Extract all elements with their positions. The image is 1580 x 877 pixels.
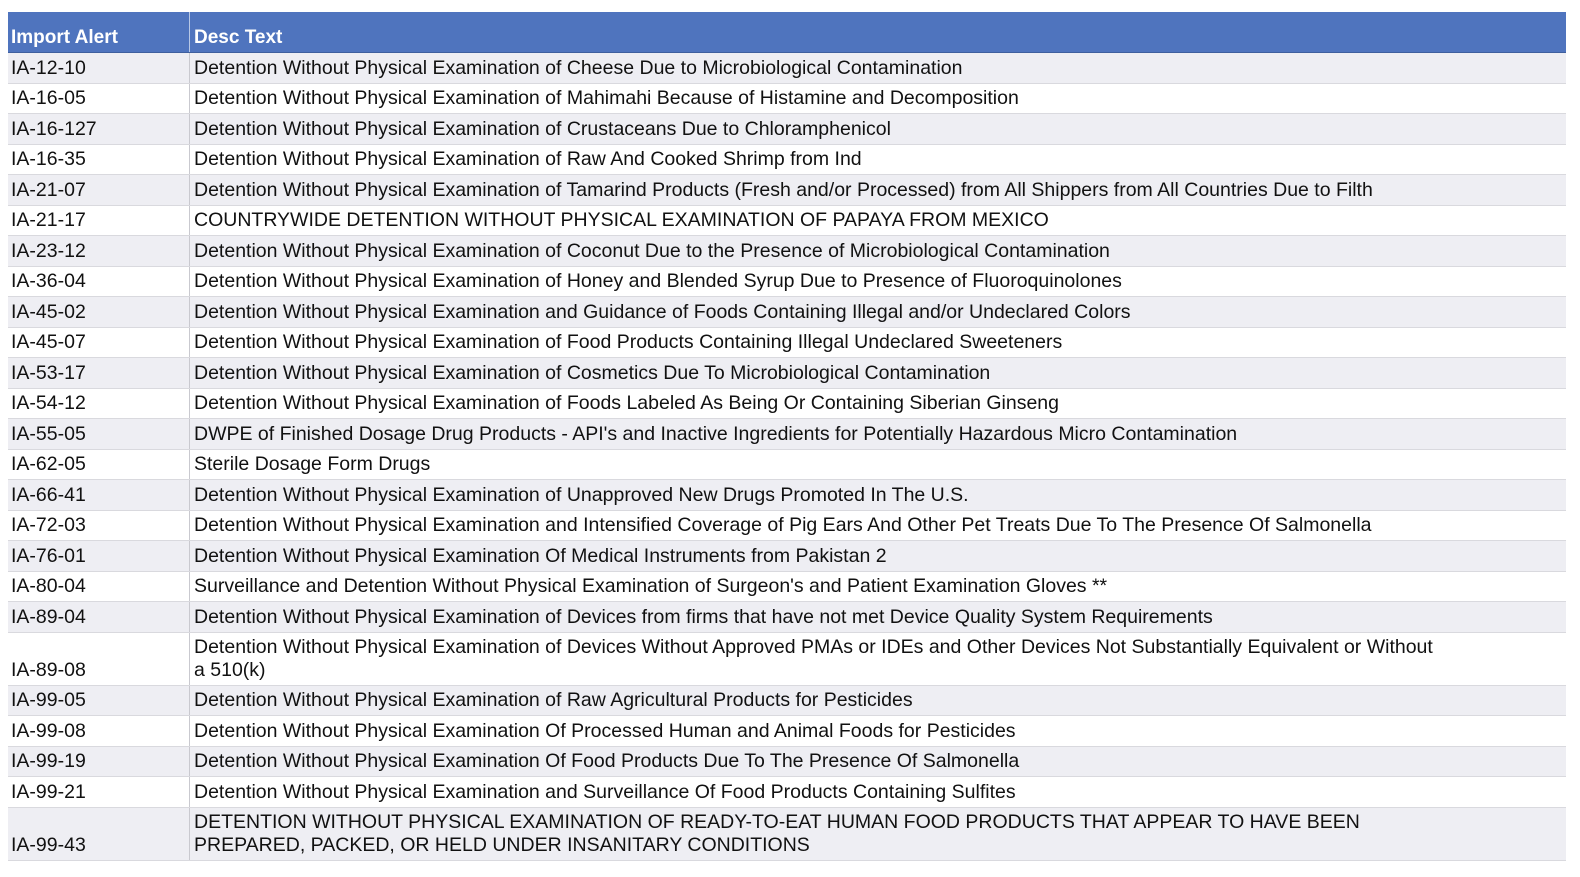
- desc-text: DETENTION WITHOUT PHYSICAL EXAMINATION OF READY-TO-EAT HUMAN FOOD PRODUCTS THAT APPEAR TO HAVE BEEN PREPARED, PACKED, OR HELD UNDER INSANITARY CONDITIONS: [194, 810, 1360, 856]
- table-row: [8, 716, 1566, 747]
- desc-text: Detention Without Physical Examination of Devices from firms that have not met Device Quality System Requirements: [194, 605, 1213, 628]
- desc-text: Detention Without Physical Examination Of Medical Instruments from Pakistan 2: [194, 544, 887, 567]
- table-row: [8, 53, 1566, 84]
- desc-text-cell[interactable]: [190, 236, 1566, 266]
- desc-text-cell[interactable]: [190, 206, 1566, 236]
- import-alert-cell[interactable]: IA-55-05: [8, 419, 190, 449]
- table-row: [8, 777, 1566, 808]
- desc-text-cell[interactable]: [190, 480, 1566, 510]
- import-alert-cell[interactable]: IA-16-05: [8, 84, 190, 114]
- table-row: [8, 808, 1566, 861]
- desc-text-cell[interactable]: [190, 114, 1566, 144]
- desc-text-cell[interactable]: [190, 450, 1566, 480]
- desc-text-cell[interactable]: [190, 602, 1566, 632]
- desc-text-cell[interactable]: [190, 145, 1566, 175]
- desc-text-cell[interactable]: [190, 511, 1566, 541]
- desc-text: Detention Without Physical Examination of Coconut Due to the Presence of Microbiological Contamination: [194, 239, 1110, 262]
- desc-text: Detention Without Physical Examination of Devices Without Approved PMAs or IDEs and Other Devices Not Substantially Equivalent or Without a 510(k): [194, 635, 1433, 681]
- desc-text: Sterile Dosage Form Drugs: [194, 453, 431, 475]
- desc-text-cell[interactable]: [190, 175, 1566, 205]
- import-alert-cell[interactable]: IA-89-04: [8, 602, 190, 632]
- desc-text-cell[interactable]: [190, 53, 1566, 83]
- desc-text: Detention Without Physical Examination of Honey and Blended Syrup Due to Presence of Fluoroquinolones: [194, 270, 1122, 292]
- import-alert-cell[interactable]: IA-23-12: [8, 236, 190, 266]
- desc-text: Detention Without Physical Examination of Food Products Containing Illegal Undeclared Sweeteners: [194, 331, 1063, 353]
- desc-text: Detention Without Physical Examination of Unapproved New Drugs Promoted In The U.S.: [194, 483, 969, 506]
- desc-text: Surveillance and Detention Without Physical Examination of Surgeon's and Patient Examination Gloves **: [194, 575, 1108, 597]
- table-row: [8, 419, 1566, 450]
- table-body: [8, 53, 1566, 861]
- table-row: [8, 145, 1566, 176]
- desc-text: Detention Without Physical Examination of Raw And Cooked Shrimp from Ind: [194, 148, 862, 170]
- table-row: [8, 114, 1566, 145]
- desc-text: Detention Without Physical Examination and Intensified Coverage of Pig Ears And Other Pet Treats Due To The Presence Of Salmonella: [194, 514, 1372, 536]
- table-row: [8, 633, 1566, 686]
- desc-text-cell[interactable]: [190, 572, 1566, 602]
- table-row: [8, 206, 1566, 237]
- import-alert-cell[interactable]: IA-62-05: [8, 450, 190, 480]
- desc-text: Detention Without Physical Examination of Cosmetics Due To Microbiological Contamination: [194, 361, 991, 384]
- desc-text: COUNTRYWIDE DETENTION WITHOUT PHYSICAL EXAMINATION OF PAPAYA FROM MEXICO: [194, 209, 1049, 231]
- desc-text-cell[interactable]: [190, 84, 1566, 114]
- import-alert-cell[interactable]: IA-16-35: [8, 145, 190, 175]
- table-row: [8, 747, 1566, 778]
- desc-text-cell[interactable]: [190, 541, 1566, 571]
- table-row: [8, 686, 1566, 717]
- import-alert-cell[interactable]: IA-76-01: [8, 541, 190, 571]
- table-row: [8, 511, 1566, 542]
- table-row: [8, 450, 1566, 481]
- table-row: [8, 236, 1566, 267]
- desc-text-cell[interactable]: [190, 297, 1566, 327]
- desc-text: Detention Without Physical Examination and Guidance of Foods Containing Illegal and/or Undeclared Colors: [194, 300, 1131, 323]
- import-alert-cell[interactable]: IA-99-05: [8, 686, 190, 716]
- desc-text: Detention Without Physical Examination of Crustaceans Due to Chloramphenicol: [194, 117, 891, 140]
- import-alert-cell[interactable]: IA-99-43: [8, 808, 190, 860]
- column-header-desc-text[interactable]: Desc Text: [194, 27, 283, 48]
- import-alert-cell[interactable]: IA-72-03: [8, 511, 190, 541]
- import-alert-cell[interactable]: IA-21-17: [8, 206, 190, 236]
- table-row: [8, 328, 1566, 359]
- desc-text-cell[interactable]: [190, 328, 1566, 358]
- desc-text: Detention Without Physical Examination of Raw Agricultural Products for Pesticides: [194, 689, 913, 711]
- desc-text-cell[interactable]: [190, 716, 1566, 746]
- import-alert-cell[interactable]: IA-36-04: [8, 267, 190, 297]
- desc-text-cell[interactable]: [190, 686, 1566, 716]
- desc-text: Detention Without Physical Examination of Cheese Due to Microbiological Contamination: [194, 56, 963, 79]
- table-row: [8, 358, 1566, 389]
- table-row: [8, 480, 1566, 511]
- import-alert-cell[interactable]: IA-12-10: [8, 53, 190, 83]
- spreadsheet-table: [8, 12, 1566, 861]
- desc-text-cell[interactable]: [190, 358, 1566, 388]
- desc-text-cell[interactable]: [190, 777, 1566, 807]
- table-row: [8, 175, 1566, 206]
- import-alert-cell[interactable]: IA-45-07: [8, 328, 190, 358]
- table-row: [8, 297, 1566, 328]
- desc-text-cell[interactable]: [190, 747, 1566, 777]
- desc-text: Detention Without Physical Examination of Tamarind Products (Fresh and/or Processed) from All Shippers from All Countries Due to Filth: [194, 178, 1373, 201]
- table-row: [8, 389, 1566, 420]
- import-alert-cell[interactable]: IA-54-12: [8, 389, 190, 419]
- import-alert-cell[interactable]: IA-16-127: [8, 114, 190, 144]
- table-row: [8, 84, 1566, 115]
- import-alert-cell[interactable]: IA-99-08: [8, 716, 190, 746]
- table-row: [8, 541, 1566, 572]
- import-alert-cell[interactable]: IA-45-02: [8, 297, 190, 327]
- desc-text-cell[interactable]: [190, 267, 1566, 297]
- desc-text-cell[interactable]: [190, 419, 1566, 449]
- table-row: [8, 267, 1566, 298]
- desc-text: Detention Without Physical Examination Of Food Products Due To The Presence Of Salmonella: [194, 750, 1020, 772]
- table-header-row: [8, 12, 1566, 53]
- desc-text: Detention Without Physical Examination of Mahimahi Because of Histamine and Decomposition: [194, 87, 1019, 109]
- import-alert-cell[interactable]: IA-99-19: [8, 747, 190, 777]
- table-row: [8, 602, 1566, 633]
- desc-text: Detention Without Physical Examination and Surveillance Of Food Products Containing Sulfites: [194, 780, 1016, 803]
- import-alert-cell[interactable]: IA-99-21: [8, 777, 190, 807]
- import-alert-cell[interactable]: IA-21-07: [8, 175, 190, 205]
- desc-text-cell[interactable]: [190, 633, 1566, 685]
- desc-text: DWPE of Finished Dosage Drug Products - API's and Inactive Ingredients for Potentially Hazardous Micro Contamination: [194, 422, 1238, 445]
- table-row: [8, 572, 1566, 603]
- desc-text-cell[interactable]: [190, 389, 1566, 419]
- import-alert-cell[interactable]: IA-89-08: [8, 633, 190, 685]
- column-header-import-alert[interactable]: Import Alert: [8, 12, 190, 52]
- import-alert-cell[interactable]: IA-66-41: [8, 480, 190, 510]
- desc-text-cell[interactable]: [190, 808, 1566, 860]
- import-alert-cell[interactable]: IA-80-04: [8, 572, 190, 602]
- import-alert-cell[interactable]: IA-53-17: [8, 358, 190, 388]
- desc-text: Detention Without Physical Examination Of Processed Human and Animal Foods for Pesticides: [194, 719, 1016, 742]
- desc-text: Detention Without Physical Examination of Foods Labeled As Being Or Containing Siberian Ginseng: [194, 392, 1059, 414]
